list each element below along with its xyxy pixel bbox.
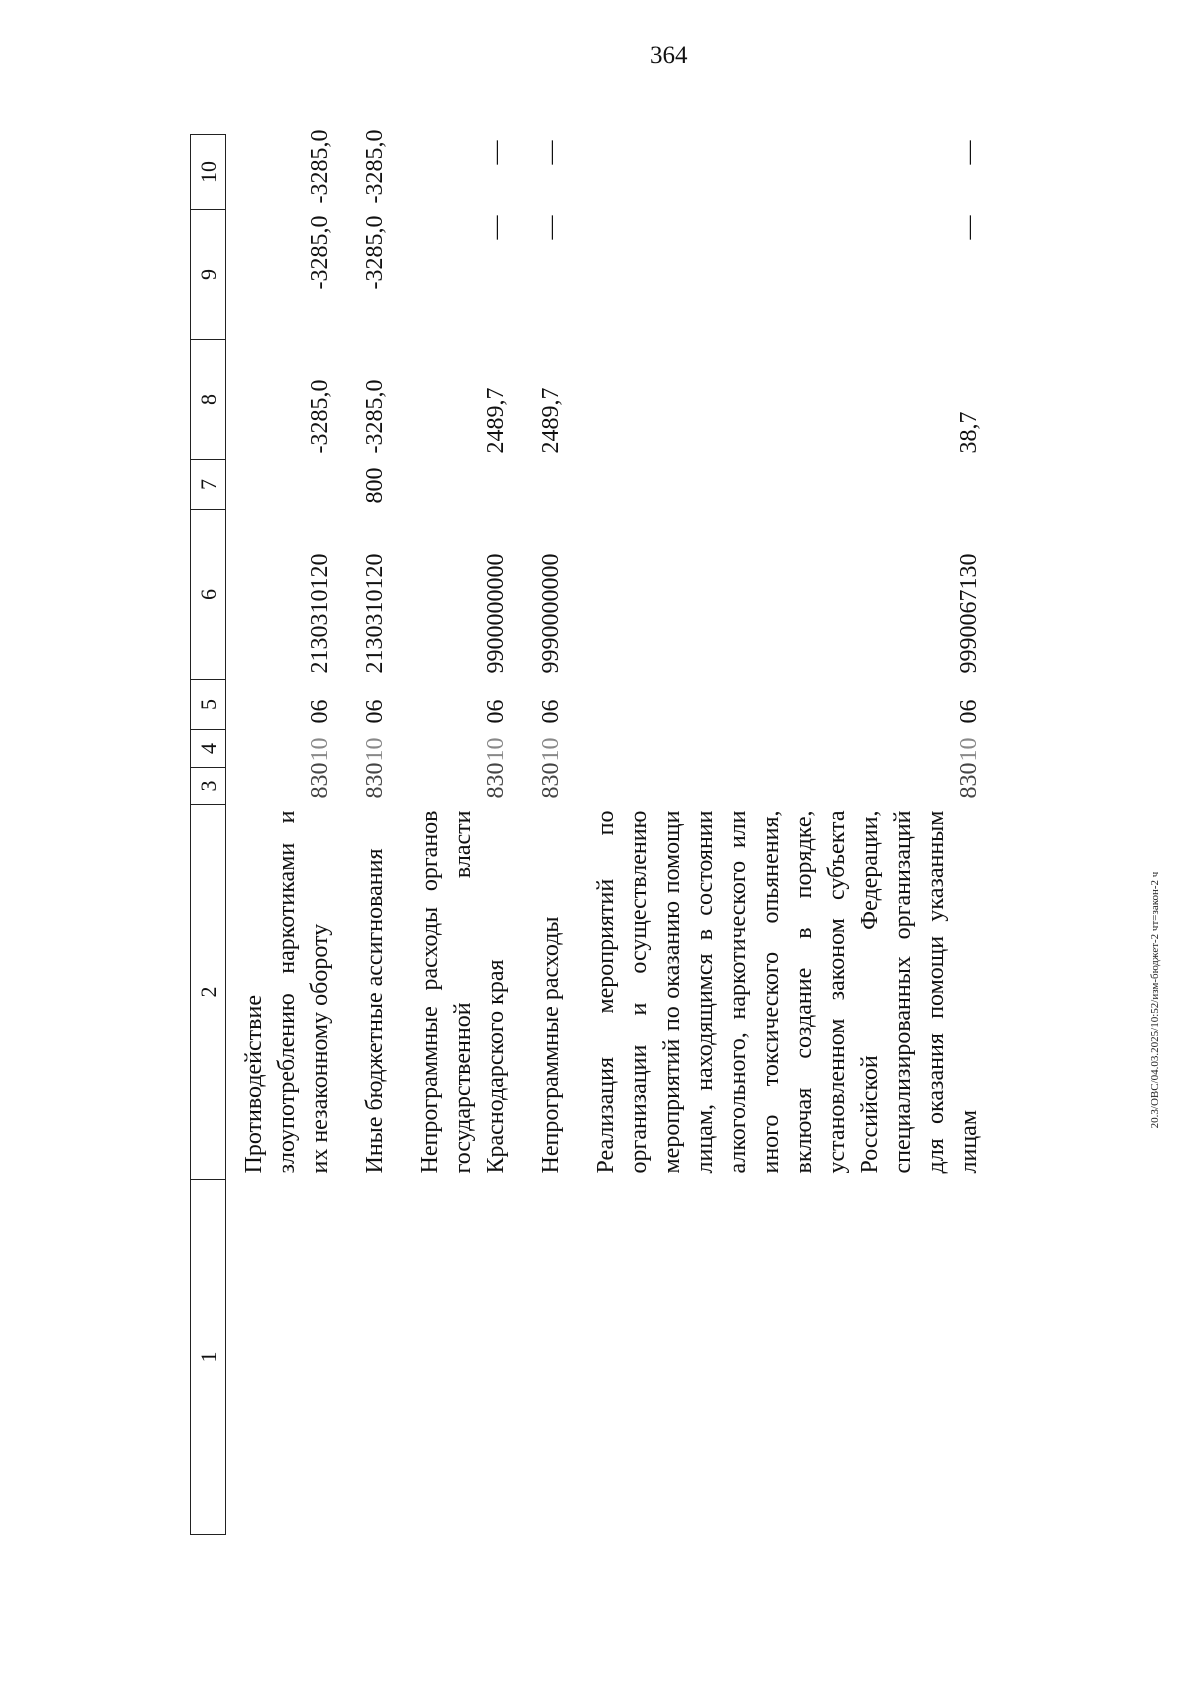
cell-v2026: -3285,0: [307, 129, 333, 204]
cell-vr: 800: [362, 467, 388, 504]
cell-v2024: -3285,0: [362, 379, 388, 454]
cell-pr: 06: [307, 699, 333, 724]
column-header: 3: [191, 768, 226, 805]
cell-csr: 2130310120: [307, 553, 333, 674]
cell-vr: [402, 460, 523, 510]
table-row: [347, 135, 402, 1535]
table-row: [402, 135, 523, 1535]
budget-table: [190, 129, 996, 1535]
cell-name: Непрограммные расходы: [538, 916, 564, 1174]
cell-name: Реализация мероприятий по организации и осуществлению мероприятий по оказанию помощи лицам, находящимся в состоянии алкогольного, наркотического или иного токсического опьянения, включая создание в порядке, установленном законом субъекта Российской Федерации, специализированных организаций для оказания помощи указанным лицам: [593, 810, 982, 1174]
column-header: 5: [191, 680, 226, 730]
cell-v2025: -3285,0: [307, 215, 333, 290]
cell-pr: 06: [483, 699, 509, 724]
empty-cell: [226, 1180, 348, 1535]
cell-csr: 9990000000: [538, 553, 564, 674]
cell-v2026: -3285,0: [362, 129, 388, 204]
cell-v2026: —: [538, 140, 564, 165]
cell-v2025: —: [956, 215, 982, 240]
cell-gr: 830: [956, 762, 982, 799]
cell-v2026: —: [956, 140, 982, 165]
cell-pr: 06: [956, 699, 982, 724]
table-row: [226, 135, 348, 1535]
cell-v2025: —: [538, 215, 564, 240]
table-body: [226, 129, 997, 1535]
column-header: 6: [191, 510, 226, 680]
cell-rz: 10: [538, 737, 564, 762]
rotated-table-container: [190, 129, 1110, 1535]
page-number: 364: [650, 42, 688, 69]
cell-rz: 10: [483, 737, 509, 762]
cell-csr: 9900000000: [483, 553, 509, 674]
cell-rz: 10: [362, 737, 388, 762]
table-header-row: [191, 135, 226, 1535]
cell-gr: 830: [307, 762, 333, 799]
column-header: 1: [191, 1180, 226, 1535]
cell-csr: 9990067130: [956, 553, 982, 674]
cell-v2026: —: [483, 140, 509, 165]
cell-name: Непрограммные расходы органов государственной власти Краснодарского края: [417, 810, 509, 1174]
column-header: 2: [191, 805, 226, 1180]
cell-rz: 10: [956, 737, 982, 762]
empty-cell: [402, 1180, 523, 1535]
table-row: [523, 135, 578, 1535]
column-header: 8: [191, 340, 226, 460]
empty-cell: [347, 1180, 402, 1535]
cell-v2024: 38,7: [956, 411, 982, 454]
cell-vr: [226, 460, 348, 510]
cell-v2024: 2489,7: [483, 387, 509, 454]
empty-cell: [578, 1180, 996, 1535]
cell-csr: 2130310120: [362, 553, 388, 674]
cell-pr: 06: [538, 699, 564, 724]
cell-rz: 10: [307, 737, 333, 762]
cell-name: Противодействие злоупотреблению наркотиками и их незаконному обороту: [241, 810, 333, 1174]
cell-v2024: 2489,7: [538, 387, 564, 454]
footer-note: 20.3/ОВС/04.03.2025/10:52/изм-бюджет-2 чт=закон-2 ч: [1149, 871, 1161, 1129]
cell-v2025: -3285,0: [362, 215, 388, 290]
column-header: 9: [191, 210, 226, 340]
empty-cell: [523, 1180, 578, 1535]
cell-v2025: —: [483, 215, 509, 240]
cell-name: Иные бюджетные ассигнования: [362, 848, 388, 1174]
cell-gr: 830: [483, 762, 509, 799]
cell-vr: [578, 460, 996, 510]
column-header: 4: [191, 730, 226, 768]
cell-gr: 830: [538, 762, 564, 799]
cell-v2024: -3285,0: [307, 379, 333, 454]
cell-gr: 830: [362, 762, 388, 799]
cell-vr: [523, 460, 578, 510]
column-header: 10: [191, 135, 226, 210]
column-header: 7: [191, 460, 226, 510]
cell-pr: 06: [362, 699, 388, 724]
table-row: [578, 135, 996, 1535]
